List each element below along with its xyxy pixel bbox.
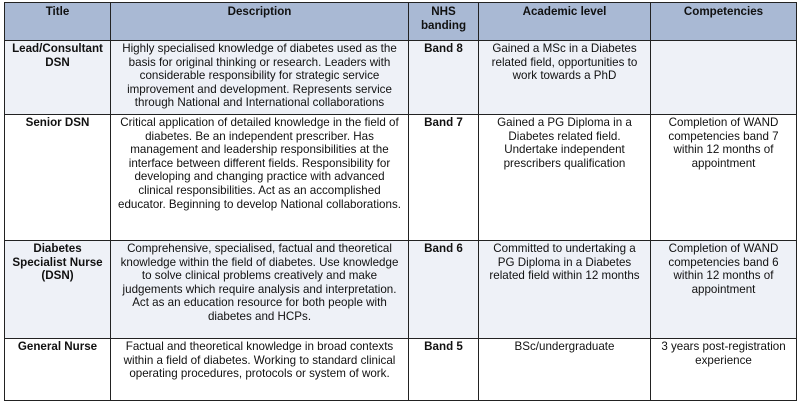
table-row bbox=[5, 41, 797, 115]
role-title: General Nurse bbox=[5, 339, 111, 401]
column-header-description: Description bbox=[111, 3, 409, 41]
nhs-band: Band 8 bbox=[409, 41, 479, 115]
role-description: Critical application of detailed knowledge in the field of diabetes. Be an independent prescriber. Has management and leadership responsibilities at the interface between different fields. Responsibility for developing and changing practice with advanced clinical responsibilities. Act as an accomplished educator. Beginning to develop National collaborations. bbox=[111, 115, 409, 241]
competencies: Completion of WAND competencies band 7 within 12 months of appointment bbox=[651, 115, 797, 241]
role-title: Lead/Consultant DSN bbox=[5, 41, 111, 115]
dsn-career-framework-table bbox=[4, 2, 797, 401]
nhs-band: Band 5 bbox=[409, 339, 479, 401]
role-title: Diabetes Specialist Nurse (DSN) bbox=[5, 241, 111, 339]
column-header-title: Title bbox=[5, 3, 111, 41]
column-header-academic-level: Academic level bbox=[479, 3, 651, 41]
table-row bbox=[5, 339, 797, 401]
column-header-competencies: Competencies bbox=[651, 3, 797, 41]
role-title: Senior DSN bbox=[5, 115, 111, 241]
academic-level: Gained a PG Diploma in a Diabetes related field. Undertake independent prescribers qualification bbox=[479, 115, 651, 241]
role-description: Comprehensive, specialised, factual and theoretical knowledge within the field of diabetes. Use knowledge to solve clinical problems creatively and make judgements which require analysis and interpretation. Act as an education resource for both people with diabetes and HCPs. bbox=[111, 241, 409, 339]
competencies: 3 years post-registration experience bbox=[651, 339, 797, 401]
header-row bbox=[5, 3, 797, 41]
role-description: Factual and theoretical knowledge in broad contexts within a field of diabetes. Working to standard clinical operating procedures, protocols or system of work. bbox=[111, 339, 409, 401]
table-row bbox=[5, 115, 797, 241]
nhs-band: Band 6 bbox=[409, 241, 479, 339]
competencies: Completion of WAND competencies band 6 within 12 months of appointment bbox=[651, 241, 797, 339]
academic-level: Committed to undertaking a PG Diploma in a Diabetes related field within 12 months bbox=[479, 241, 651, 339]
column-header-nhs-banding: NHS banding bbox=[409, 3, 479, 41]
competencies bbox=[651, 41, 797, 115]
role-description: Highly specialised knowledge of diabetes used as the basis for original thinking or research. Leaders with considerable responsibility for strategic service improvement and development. Represents service through National and International collaborations bbox=[111, 41, 409, 115]
table-row bbox=[5, 241, 797, 339]
academic-level: Gained a MSc in a Diabetes related field, opportunities to work towards a PhD bbox=[479, 41, 651, 115]
academic-level: BSc/undergraduate bbox=[479, 339, 651, 401]
nhs-band: Band 7 bbox=[409, 115, 479, 241]
